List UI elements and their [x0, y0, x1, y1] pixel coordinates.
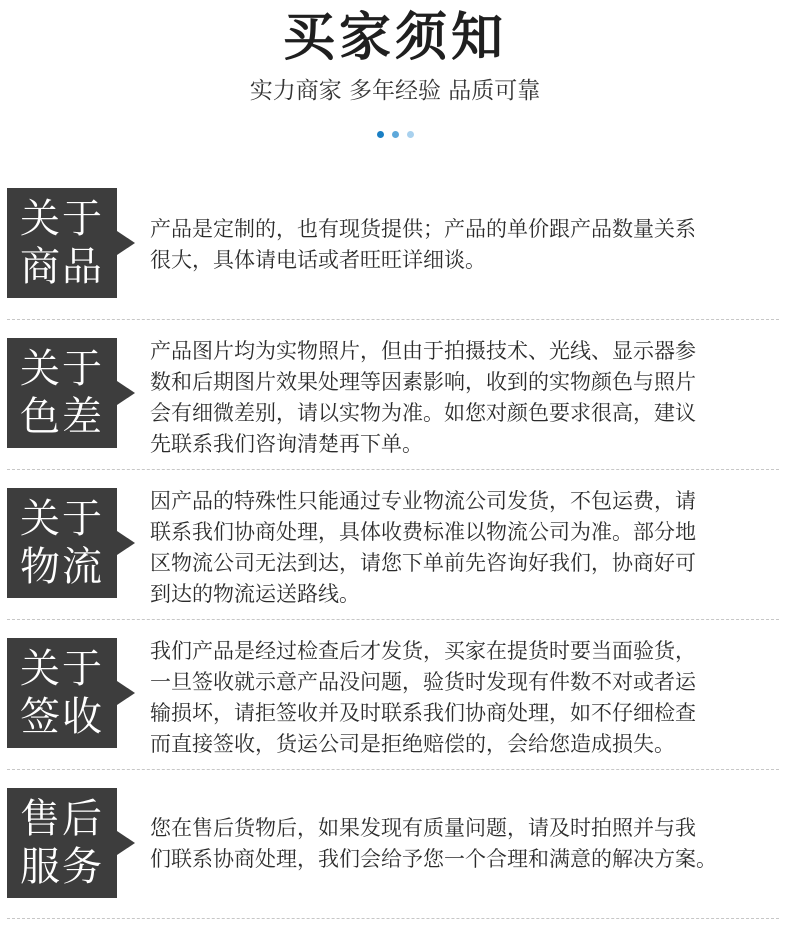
- badge-line: 关于: [20, 196, 104, 242]
- badge-line: 商品: [20, 244, 104, 290]
- divider: [7, 469, 779, 470]
- divider: [7, 918, 779, 919]
- text-line: 联系我们协商处理，具体收费标准以物流公司为准。部分地: [150, 520, 696, 544]
- text-line: 一旦签收就示意产品没问题，验货时发现有件数不对或者运: [150, 670, 696, 694]
- section-product: [0, 188, 790, 320]
- badge-line: 物流: [20, 544, 104, 590]
- text-line: 而直接签收，货运公司是拒绝赔偿的，会给您造成损失。: [150, 732, 675, 756]
- section-signing: [0, 638, 790, 770]
- page-subtitle: 实力商家 多年经验 品质可靠: [249, 78, 541, 104]
- section-after-sales: [0, 788, 790, 920]
- section-badge: [7, 638, 117, 748]
- badge-line: 关于: [20, 346, 104, 392]
- section-text: [150, 813, 770, 875]
- divider: [7, 619, 779, 620]
- badge-line: 签收: [20, 694, 104, 740]
- text-line: 我们产品是经过检查后才发货，买家在提货时要当面验货，: [150, 639, 696, 663]
- badge-arrow: [117, 231, 135, 255]
- text-line: 因产品的特殊性只能通过专业物流公司发货，不包运费，请: [150, 489, 696, 513]
- text-line: 区物流公司无法到达，请您下单前先咨询好我们，协商好可: [150, 551, 696, 575]
- section-text: [150, 336, 770, 460]
- text-line: 会有细微差别，请以实物为准。如您对颜色要求很高，建议: [150, 401, 696, 425]
- section-text: [150, 214, 770, 276]
- text-line: 您在售后货物后，如果发现有质量问题，请及时拍照并与我: [150, 816, 696, 840]
- section-color: [0, 338, 790, 470]
- text-line: 先联系我们咨询清楚再下单。: [150, 432, 423, 456]
- text-line: 到达的物流运送路线。: [150, 582, 360, 606]
- badge-arrow: [117, 681, 135, 705]
- section-text: [150, 486, 770, 610]
- section-badge: [7, 488, 117, 598]
- carousel-dots: [0, 131, 790, 138]
- section-badge: [7, 338, 117, 448]
- section-text: [150, 636, 770, 760]
- divider: [7, 319, 779, 320]
- badge-line: 售后: [20, 796, 104, 842]
- header: [0, 0, 790, 150]
- page-title: 买家须知: [282, 8, 507, 68]
- badge-arrow: [117, 531, 135, 555]
- text-line: 数和后期图片效果处理等因素影响，收到的实物颜色与照片: [150, 370, 696, 394]
- text-line: 产品图片均为实物照片，但由于拍摄技术、光线、显示器参: [150, 339, 696, 363]
- text-line: 们联系协商处理，我们会给予您一个合理和满意的解决方案。: [150, 847, 717, 871]
- badge-line: 服务: [20, 844, 104, 890]
- dot-indicator: [392, 131, 399, 138]
- badge-arrow: [117, 381, 135, 405]
- dot-indicator: [377, 131, 384, 138]
- badge-line: 关于: [20, 646, 104, 692]
- section-badge: [7, 188, 117, 298]
- text-line: 很大，具体请电话或者旺旺详细谈。: [150, 248, 486, 272]
- text-line: 产品是定制的，也有现货提供；产品的单价跟产品数量关系: [150, 217, 696, 241]
- badge-arrow: [117, 831, 135, 855]
- section-badge: [7, 788, 117, 898]
- badge-line: 色差: [20, 394, 104, 440]
- badge-line: 关于: [20, 496, 104, 542]
- section-logistics: [0, 488, 790, 620]
- divider: [7, 769, 779, 770]
- dot-indicator: [407, 131, 414, 138]
- text-line: 输损坏，请拒签收并及时联系我们协商处理，如不仔细检查: [150, 701, 696, 725]
